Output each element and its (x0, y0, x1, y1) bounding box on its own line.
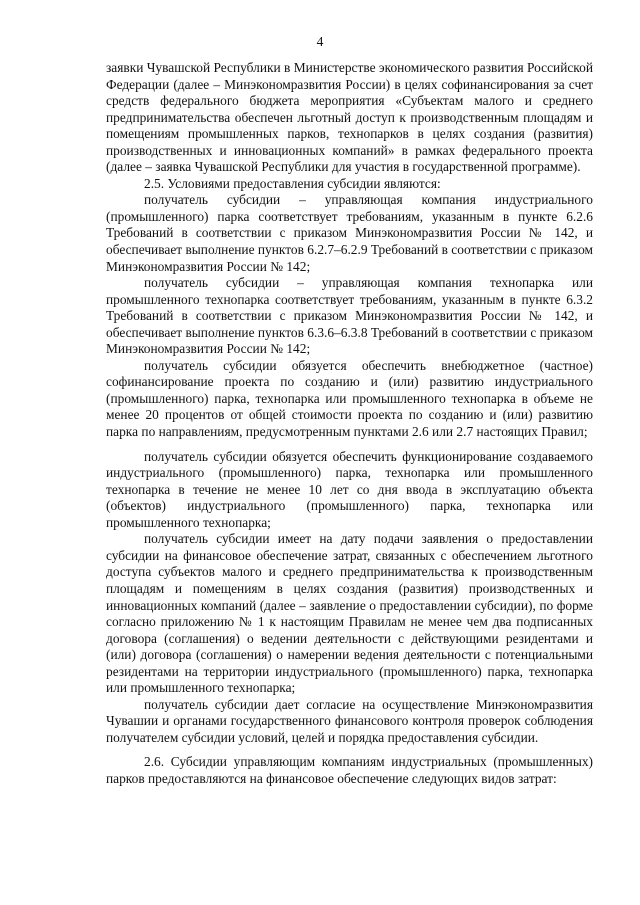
paragraph-condition-industrial-park: получатель субсидии – управляющая компания индустриального (промышленного) парка соответствует требованиям, указанным в пункте 6.2.6 Требований в соответствии с приказом Минэкономразвития России № 142, и обеспечивает выполнение пунктов 6.2.7–6.2.9 Требований в соответствии с приказом Минэкономразвития России № 142; (106, 192, 594, 274)
document-body (106, 60, 593, 788)
page-number: 4 (316, 34, 324, 49)
paragraph-section-2-6: 2.6. Субсидии управляющим компаниям индустриальных (промышленных) парков предоставляются на финансовое обеспечение следующих видов затрат: (106, 754, 593, 786)
paragraph-condition-consent: получатель субсидии дает согласие на осуществление Минэкономразвития Чувашии и органами государственного финансового контроля проверок соблюдения получателем субсидии условий, целей и порядка предоставления субсидии. (106, 696, 593, 745)
paragraph-application-continuation: заявки Чувашской Республики в Министерстве экономического развития Российской Федерации (далее – Минэкономразвития России) в целях софинансирования за счет средств федерального бюджета мероприятия «Субъектам малого и среднего предпринимательства обеспечен льготный доступ к производственным площадям и помещениям промышленных парков, технопарков в целях создания (развития) производственных и инновационных компаний» в рамках федерального проекта (далее – заявка Чувашской Республики для участия в государственной программе). (106, 60, 593, 175)
paragraph-condition-operation: получатель субсидии обязуется обеспечить функционирование создаваемого индустриального (промышленного) парка, технопарка или промышленного технопарка в течение не менее 10 лет со дня ввода в эксплуатацию объекта (объектов) индустриального (промышленного) парка, технопарка или промышленного технопарка; (106, 448, 593, 530)
paragraph-condition-cofinancing: получатель субсидии обязуется обеспечить внебюджетное (частное) софинансирование проекта по созданию и (или) развитию индустриального (промышленного) парка, технопарка или промышленного технопарка в объеме не менее 20 процентов от общей стоимости проекта по созданию и (или) развитию парка по направлениям, предусмотренным пунктами 2.6 или 2.7 настоящих Правил; (106, 357, 593, 440)
paragraph-section-2-5-heading: 2.5. Условиями предоставления субсидии являются: (144, 175, 441, 191)
paragraph-condition-residents: получатель субсидии имеет на дату подачи заявления о предоставлении субсидии на финансовое обеспечение затрат, связанных с обеспечением льготного доступа субъектов малого и среднего предпринимательства к производственным площадям и помещениям в целях создания (развития) производственных и инновационных компаний (далее – заявление о предоставлении субсидии), по форме согласно приложению № 1 к настоящим Правилам не менее чем два подписанных договора (соглашения) о ведении деятельности с действующими резидентами и (или) договора (соглашения) о намерении ведения деятельности с потенциальными резидентами на территории индустриального (промышленного) парка, технопарка или промышленного технопарка; (106, 531, 593, 696)
paragraph-condition-technopark: получатель субсидии – управляющая компания технопарка или промышленного технопарка соответствует требованиям, указанным в пункте 6.3.2 Требований в соответствии с приказом Минэкономразвития России № 142, и обеспечивает выполнение пунктов 6.3.6–6.3.8 Требований в соответствии с приказом Минэкономразвития России № 142; (106, 275, 594, 357)
